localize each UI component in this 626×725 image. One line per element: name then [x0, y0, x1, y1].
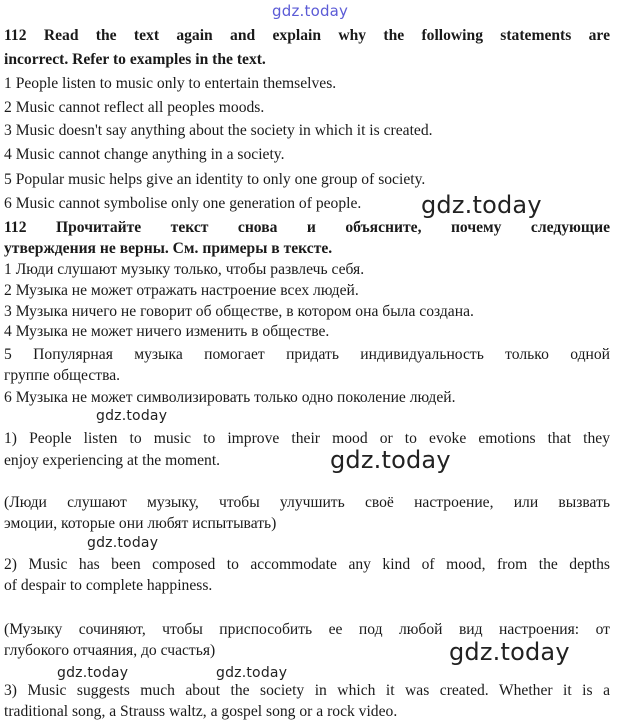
task-heading-en-line1: 112 Read the text again and explain why the following statements are [4, 27, 610, 44]
statement-en-3: 3 Music doesn't say anything about the society in which it is created. [4, 122, 433, 139]
answer-2-ru-line2: глубокого отчаяния, до счастья) [4, 642, 216, 659]
statement-en-6: 6 Music cannot symbolise only one generation of people. [4, 195, 362, 212]
answer-2-line2: of despair to complete happiness. [4, 577, 213, 594]
answer-2-line1: 2) Music has been composed to accommodate any kind of mood, from the depths [4, 556, 610, 573]
answer-2-ru-line1: (Музыку сочиняют, чтобы приспособить ее под любой вид настроения: от [4, 621, 610, 638]
statement-ru-3: 3 Музыка ничего не говорит об обществе, в котором она была создана. [4, 303, 474, 320]
task-heading-ru-line2: утверждения не верны. См. примеры в тексте. [4, 240, 333, 257]
watermark-top: gdz.today [272, 2, 349, 20]
watermark-large-1: gdz.today [421, 191, 542, 219]
answer-1-ru-line2: эмоции, которые они любят испытывать) [4, 515, 277, 532]
statement-ru-6: 6 Музыка не может символизировать только одно поколение людей. [4, 389, 456, 406]
statement-ru-4: 4 Музыка не может ничего изменить в обществе. [4, 323, 330, 340]
statement-ru-1: 1 Люди слушают музыку только, чтобы развлечь себя. [4, 261, 365, 278]
watermark-large-2: gdz.today [330, 446, 451, 474]
watermark-small-2: gdz.today [87, 535, 159, 551]
statement-en-4: 4 Music cannot change anything in a society. [4, 146, 285, 163]
answer-1-line1: 1) People listen to music to improve their mood or to evoke emotions that they [4, 430, 610, 447]
statement-en-2: 2 Music cannot reflect all peoples moods. [4, 99, 265, 116]
statement-ru-5-cont: группе общества. [4, 367, 121, 384]
task-heading-en-line2: incorrect. Refer to examples in the text. [4, 51, 266, 68]
watermark-large-3: gdz.today [449, 638, 570, 666]
answer-3-line2: traditional song, a Strauss waltz, a gospel song or a rock video. [4, 703, 398, 720]
task-heading-ru-line1: 112 Прочитайте текст снова и объясните, почему следующие [4, 219, 610, 236]
answer-1-ru-line1: (Люди слушают музыку, чтобы улучшить своё настроение, или вызвать [4, 494, 610, 511]
statement-ru-5: 5 Популярная музыка помогает придать индивидуальность только одной [4, 346, 610, 363]
statement-en-1: 1 People listen to music only to entertain themselves. [4, 75, 337, 92]
answer-3-line1: 3) Music suggests much about the society in which it was created. Whether it is a [4, 682, 610, 699]
watermark-small-1: gdz.today [96, 408, 168, 424]
answer-1-line2: enjoy experiencing at the moment. [4, 452, 221, 469]
statement-ru-2: 2 Музыка не может отражать настроение всех людей. [4, 282, 359, 299]
watermark-small-4: gdz.today [216, 665, 288, 681]
statement-en-5: 5 Popular music helps give an identity to only one group of society. [4, 171, 426, 188]
watermark-small-3: gdz.today [57, 665, 129, 681]
